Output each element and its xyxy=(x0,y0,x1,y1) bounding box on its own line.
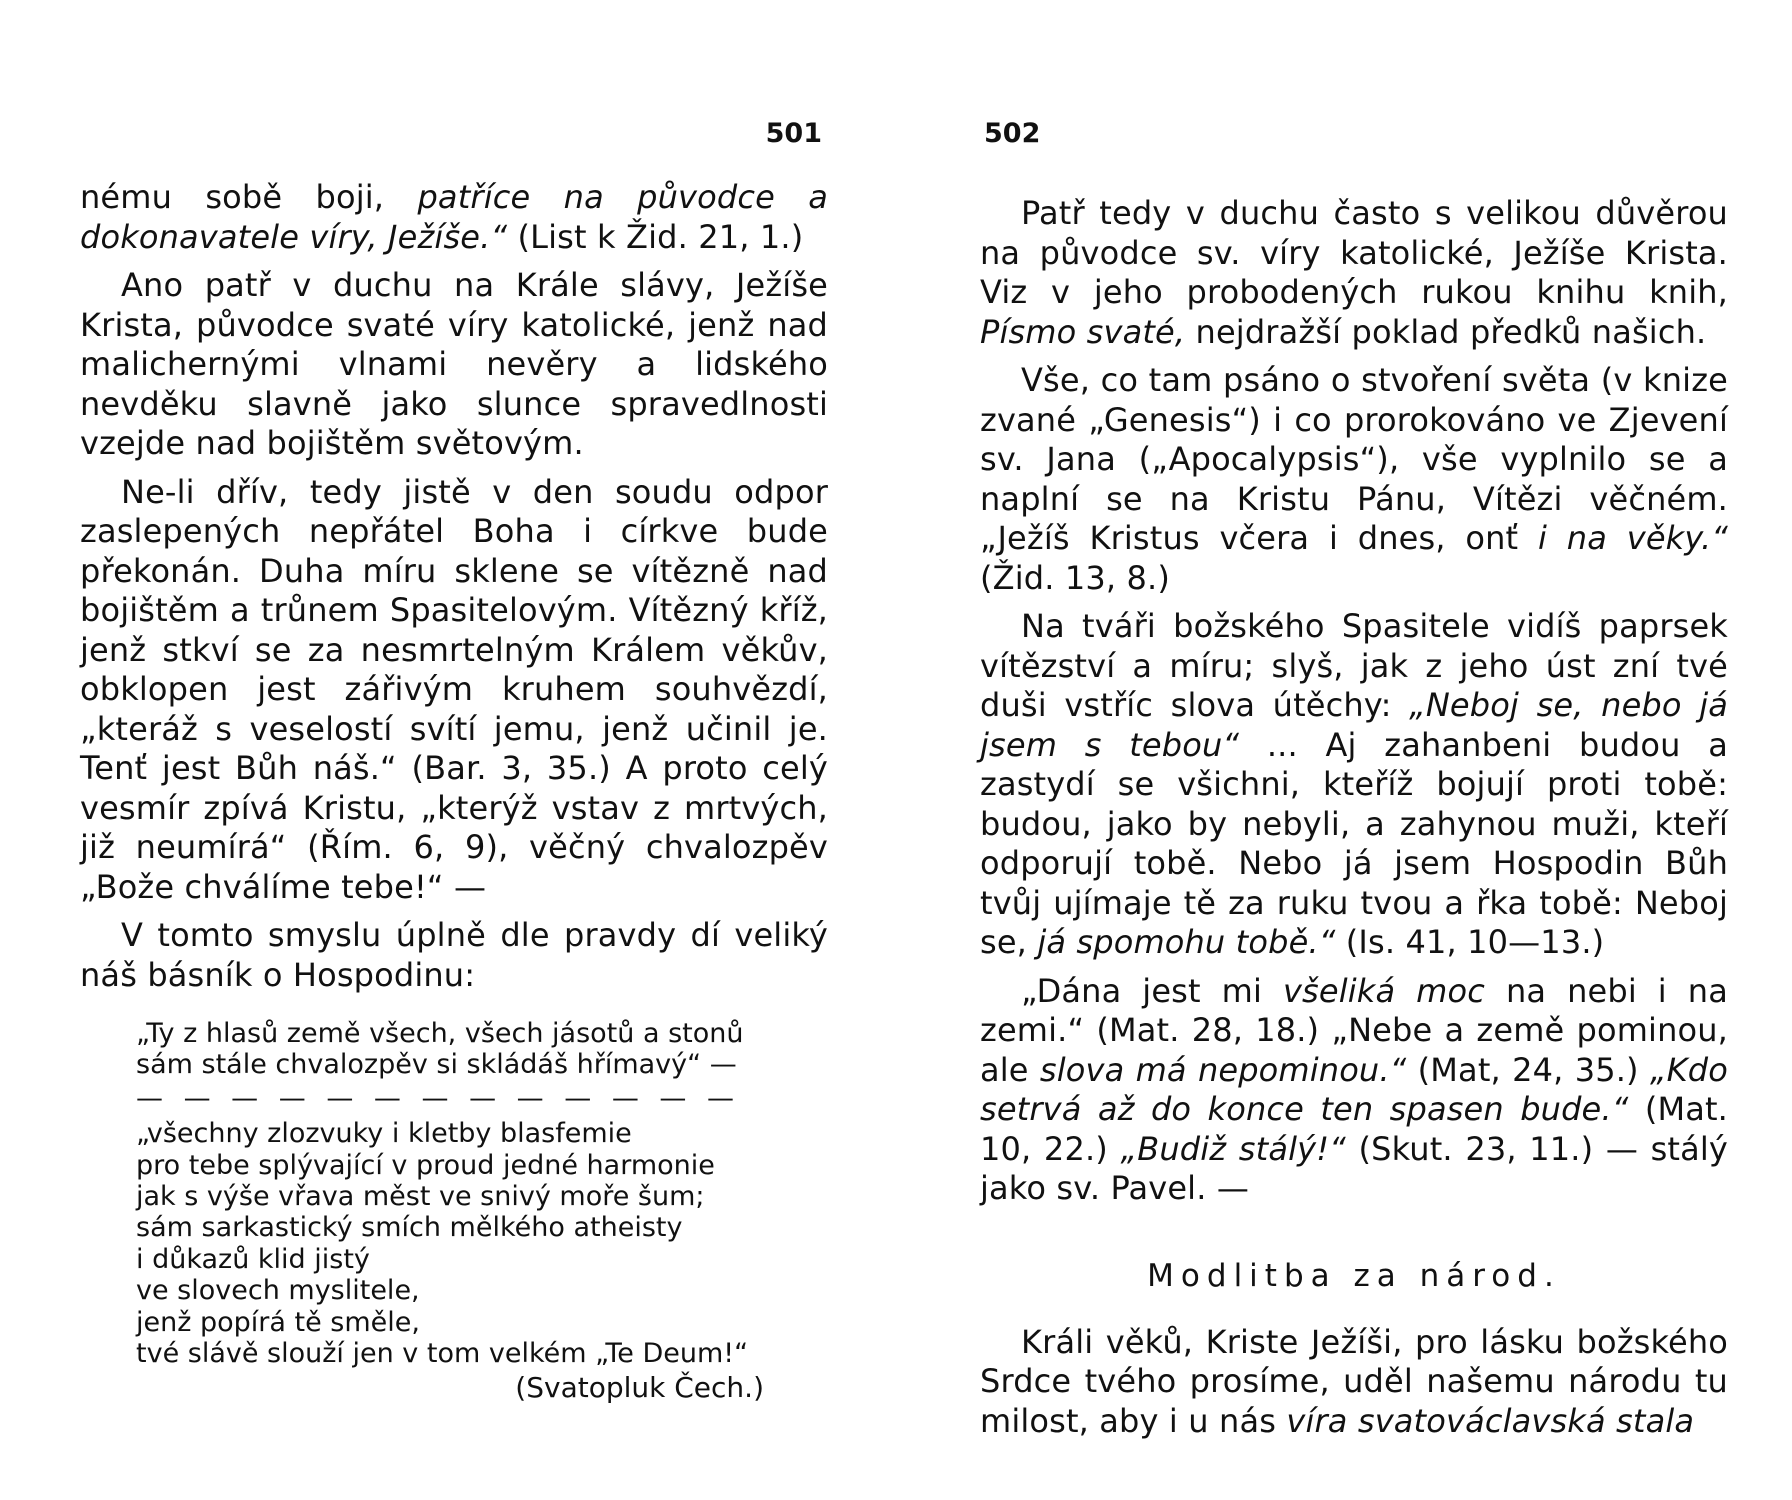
poem-line: „všechny zlozvuky i kletby blasfemie xyxy=(136,1118,632,1150)
citation: (List k Žid. 21, 1.) xyxy=(507,217,804,256)
paragraph: Ano patř v duchu na Krále slávy, Ježíše Krista, původce svaté víry katolické, jenž nad malichernými vlnami nevěry a lidského nevděku slavně jako slunce spravedlnosti vzejde nad bojištěm světovým. xyxy=(80,266,828,462)
poem-line: tvé slávě slouží jen v tom velkém „Te Deum!“ xyxy=(136,1338,749,1370)
citation: (Is. 41, 10—13.) xyxy=(1335,923,1605,961)
poem-dashes: — — — — — — — — — — — — — xyxy=(136,1082,740,1114)
paragraph-text: ... Aj zahanbeni budou a zastydí se všichni, kteříž bojují proti tobě: budou, jako by nebyli, a zahynou muži, kteří odporují tobě. Nebo já jsem Hospodin Bůh tvůj ujímaje tě za ruku tvou a řka tobě: Neboj se, xyxy=(980,725,1729,961)
paragraph: V tomto smyslu úplně dle pravdy dí veliký náš básník o Hospodinu: xyxy=(80,916,828,994)
paragraph-text: Králi věků, Kriste Ježíši, pro lásku božského Srdce tvého prosíme, uděl našemu národu tu milost, aby i u nás xyxy=(980,1322,1728,1440)
poem-attribution: (Svatopluk Čech.) xyxy=(515,1371,764,1405)
paragraph: Ne-li dřív, tedy jistě v den soudu odpor zaslepených nepřátel Boha i církve bude překonán. Duha míru sklene se vítězně nad bojištěm a trůnem Spasitelovým. Vítězný kříž, jenž stkví se za nesmrtelným Králem věkův, obklopen jest zářivým kruhem souhvězdí, „kteráž s veselostí svítí jemu, jenž učinil je. Tenť jest Bůh náš.“ (Bar. 3, 35.) A proto celý vesmír zpívá Kristu, „kterýž vstav z mrtvých, již neumírá“ (Řím. 6, 9), věčný chvalozpěv „Bože chválíme tebe!“ — xyxy=(80,472,828,906)
paragraph-text: na nebi i na zemi.“ (Mat. 28, 18.) „Nebe a země pominou, ale xyxy=(980,971,1728,1089)
italic-quote: „Kdo setrvá až do konce ten spasen bude.“ xyxy=(980,1050,1728,1128)
italic-quote: slova má nepominou.“ xyxy=(1039,1050,1407,1089)
section-title: Modlitba za národ. xyxy=(1147,1257,1561,1294)
paragraph xyxy=(980,607,1728,963)
italic-quote: i na věky.“ xyxy=(1538,519,1729,557)
citation: (Mat, 24, 35.) xyxy=(1406,1050,1650,1089)
paragraph-text: nému sobě boji, xyxy=(80,178,418,216)
italic-quote: patříce na původce a dokonavatele víry, Ježíše.“ xyxy=(80,178,829,256)
right-page-text xyxy=(980,194,1728,1441)
italic-quote: „Budiž stálý!“ xyxy=(1120,1129,1346,1168)
poem-line: pro tebe splývající v proud jedné harmonie xyxy=(136,1149,715,1181)
page-number: 501 xyxy=(765,118,822,149)
italic-quote: „Neboj se, nebo já jsem s tebou“ xyxy=(980,686,1728,764)
paragraph xyxy=(980,361,1728,598)
paragraph-text: Na tváři božského Spasitele vidíš paprsek vítězství a míru; slyš, jak z jeho úst zní tvé duši vstříc slova útěchy: xyxy=(980,607,1728,724)
right-page xyxy=(980,0,1728,1500)
paragraph-text: Patř tedy v duchu často s velikou důvěrou na původce sv. víry katolické, Ježíše Krista. Viz v jeho probodených rukou knihu knih, xyxy=(980,194,1728,311)
page-number: 502 xyxy=(984,118,1041,149)
citation: (Mat. 10, 22.) xyxy=(980,1090,1729,1168)
italic-emphasis: Písmo svaté, xyxy=(980,312,1186,351)
poem-line: sám stále chvalozpěv si skládáš hřímavý“ — xyxy=(136,1049,737,1081)
paragraph-text: „Dána jest mi xyxy=(1021,971,1283,1010)
left-page xyxy=(80,0,828,1500)
poem-line: „Ty z hlasů země všech, všech jásotů a stonů xyxy=(136,1018,744,1049)
paragraph xyxy=(980,972,1728,1209)
citation: (Skut. 23, 11.) — stálý jako sv. Pavel. — xyxy=(980,1129,1728,1207)
poem-line: jenž popírá tě směle, xyxy=(136,1306,420,1338)
italic-emphasis: víra svatováclavská stala xyxy=(1286,1401,1695,1440)
poem-line: ve slovech myslitele, xyxy=(136,1275,420,1307)
paragraph xyxy=(980,194,1728,352)
poem-line: i důkazů klid jistý xyxy=(136,1243,370,1275)
italic-emphasis: všeliká moc xyxy=(1282,971,1485,1010)
italic-quote: já spomohu tobě.“ xyxy=(1037,923,1336,961)
poem-line: jak s výše vřava měst ve snivý moře šum; xyxy=(136,1181,705,1213)
paragraph-text: Vše, co tam psáno o stvoření světa (v knize zvané „Genesis“) i co prorokováno ve Zjevení sv. Jana („Apocalypsis“), vše vyplnilo se a naplní se na Kristu Pánu, Vítězi věčném. „Ježíš Kristus včera i dnes, onť xyxy=(980,361,1728,557)
paragraph-text: nejdražší poklad předků našich. xyxy=(1185,312,1707,351)
left-page-text xyxy=(80,178,828,1405)
paragraph xyxy=(980,1323,1728,1442)
poem-line: sám sarkastický smích mělkého atheisty xyxy=(136,1212,683,1244)
citation: (Žid. 13, 8.) xyxy=(980,558,1170,597)
poem-quote xyxy=(136,1018,796,1405)
paragraph xyxy=(80,178,828,257)
